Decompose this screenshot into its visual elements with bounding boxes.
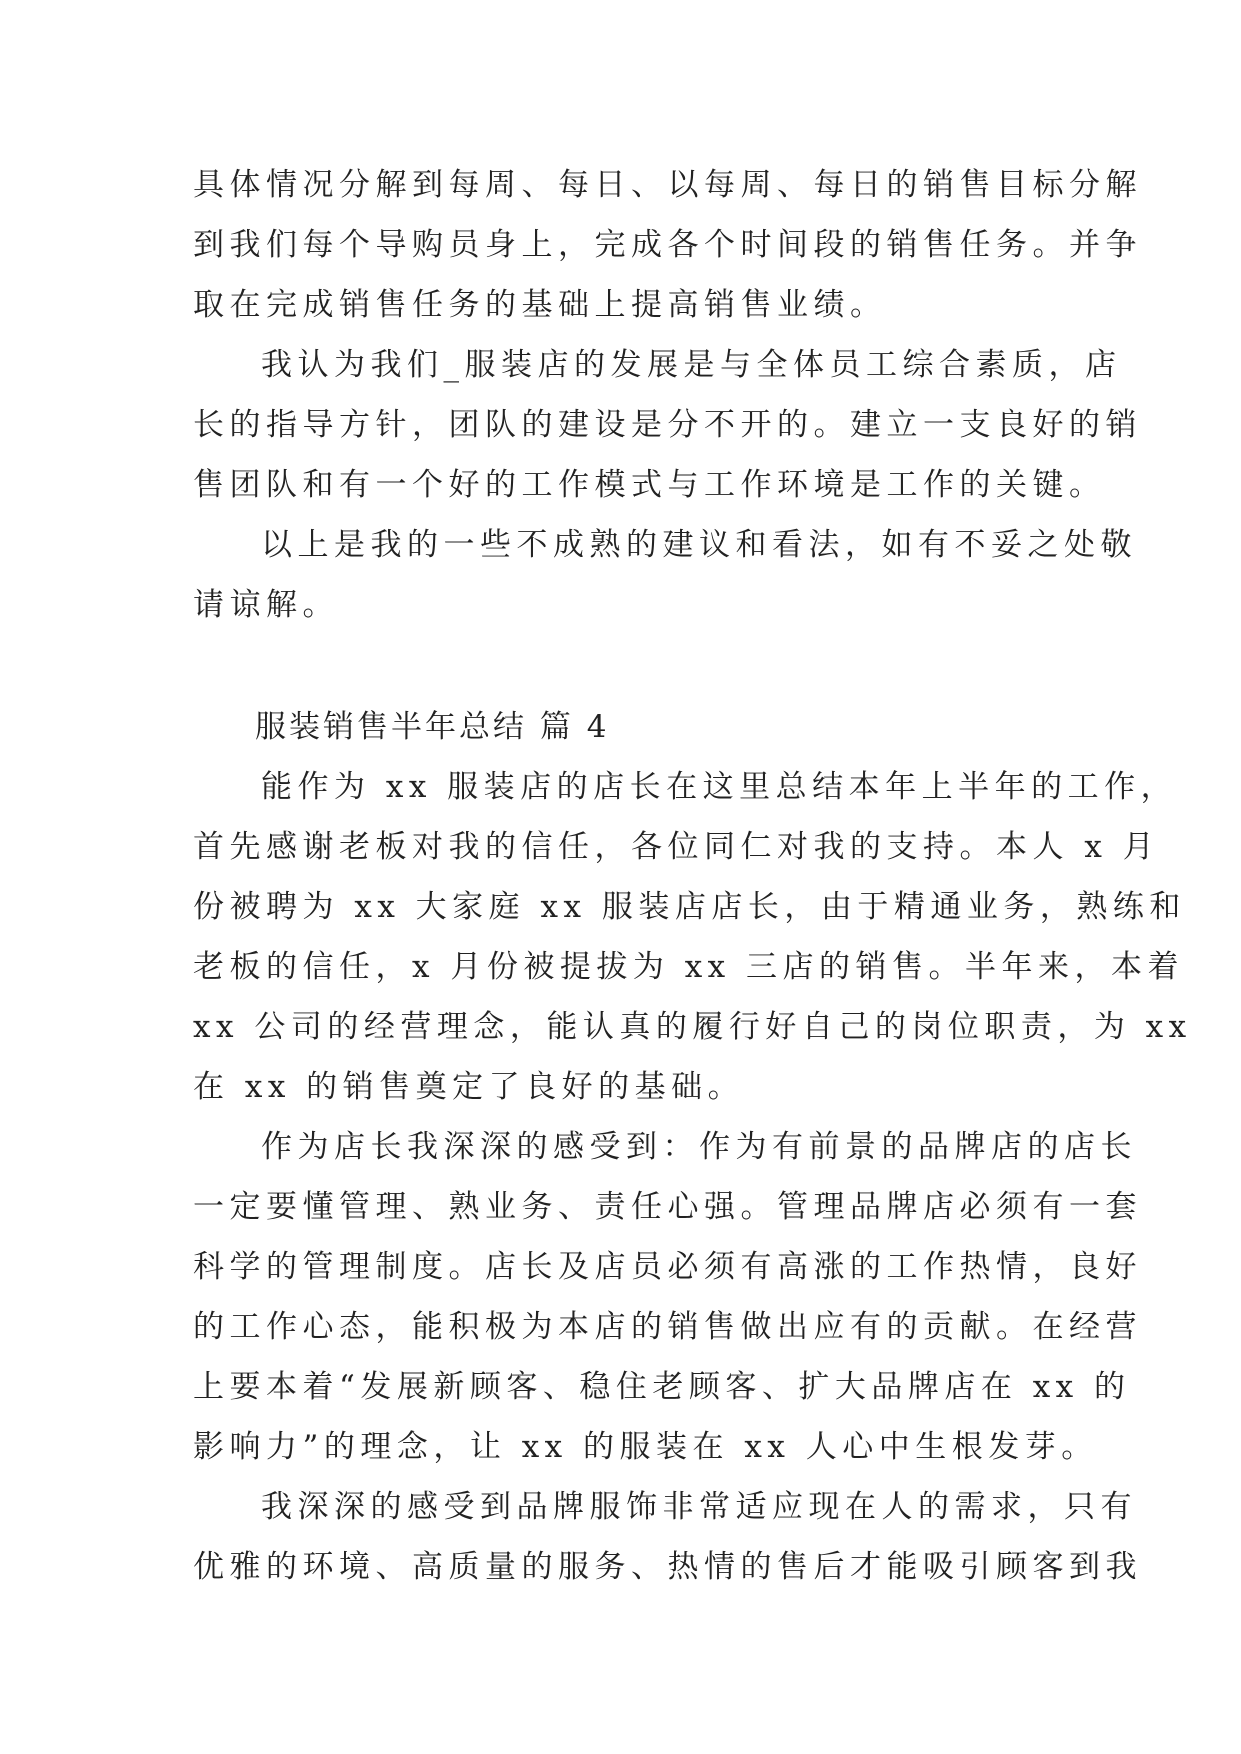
text-line: 我认为我们_服装店的发展是与全体员工综合素质，店 [261,347,1122,383]
text-line: 老板的信任，x 月份被提拔为 xx 三店的销售。半年来，本着 [193,949,1185,985]
paragraph-team-building [193,335,1142,515]
text-line: 一定要懂管理、熟业务、责任心强。管理品牌店必须有一套 [193,1189,1142,1225]
text-line: 售团队和有一个好的工作模式与工作环境是工作的关键。 [193,467,1106,503]
text-line: 取在完成销售任务的基础上提高销售业绩。 [193,287,887,323]
text-line: 优雅的环境、高质量的服务、热情的售后才能吸引顾客到我 [193,1549,1142,1585]
text-line: 份被聘为 xx 大家庭 xx 服装店店长，由于精通业务，熟练和 [193,889,1186,925]
text-line: 首先感谢老板对我的信任，各位同仁对我的支持。本人 x 月 [193,829,1160,865]
text-line: xx 公司的经营理念，能认真的履行好自己的岗位职责，为 xx [193,1009,1192,1045]
text-line: 的工作心态，能积极为本店的销售做出应有的贡献。在经营 [193,1309,1142,1345]
section-gap [193,635,1063,697]
section-heading: 服装销售半年总结 篇 4 [255,709,610,745]
text-line: 以上是我的一些不成熟的建议和看法，如有不妥之处敬 [261,527,1137,563]
text-line: 作为店长我深深的感受到：作为有前景的品牌店的店长 [261,1129,1137,1165]
paragraph-brand-service [193,1477,1142,1597]
document-page [193,155,1192,1597]
text-line: 到我们每个导购员身上，完成各个时间段的销售任务。并争 [193,227,1142,263]
text-line: 上要本着“发展新顾客、稳住老顾客、扩大品牌店在 xx 的 [193,1369,1131,1405]
text-line: 请谅解。 [193,587,339,623]
text-line: 我深深的感受到品牌服饰非常适应现在人的需求，只有 [261,1489,1137,1525]
paragraph-manager-feelings [193,1117,1142,1477]
text-line: 长的指导方针，团队的建设是分不开的。建立一支良好的销 [193,407,1142,443]
paragraph-closing-remarks [193,515,1137,635]
paragraph-intro [193,757,1192,1117]
paragraph-sales-target [193,155,1142,335]
text-line: 科学的管理制度。店长及店员必须有高涨的工作热情，良好 [193,1249,1142,1285]
text-line: 能作为 xx 服装店的店长在这里总结本年上半年的工作， [261,769,1178,805]
text-line: 在 xx 的销售奠定了良好的基础。 [193,1069,745,1105]
text-line: 影响力”的理念，让 xx 的服装在 xx 人心中生根发芽。 [193,1429,1098,1465]
text-line: 具体情况分解到每周、每日、以每周、每日的销售目标分解 [193,167,1142,203]
